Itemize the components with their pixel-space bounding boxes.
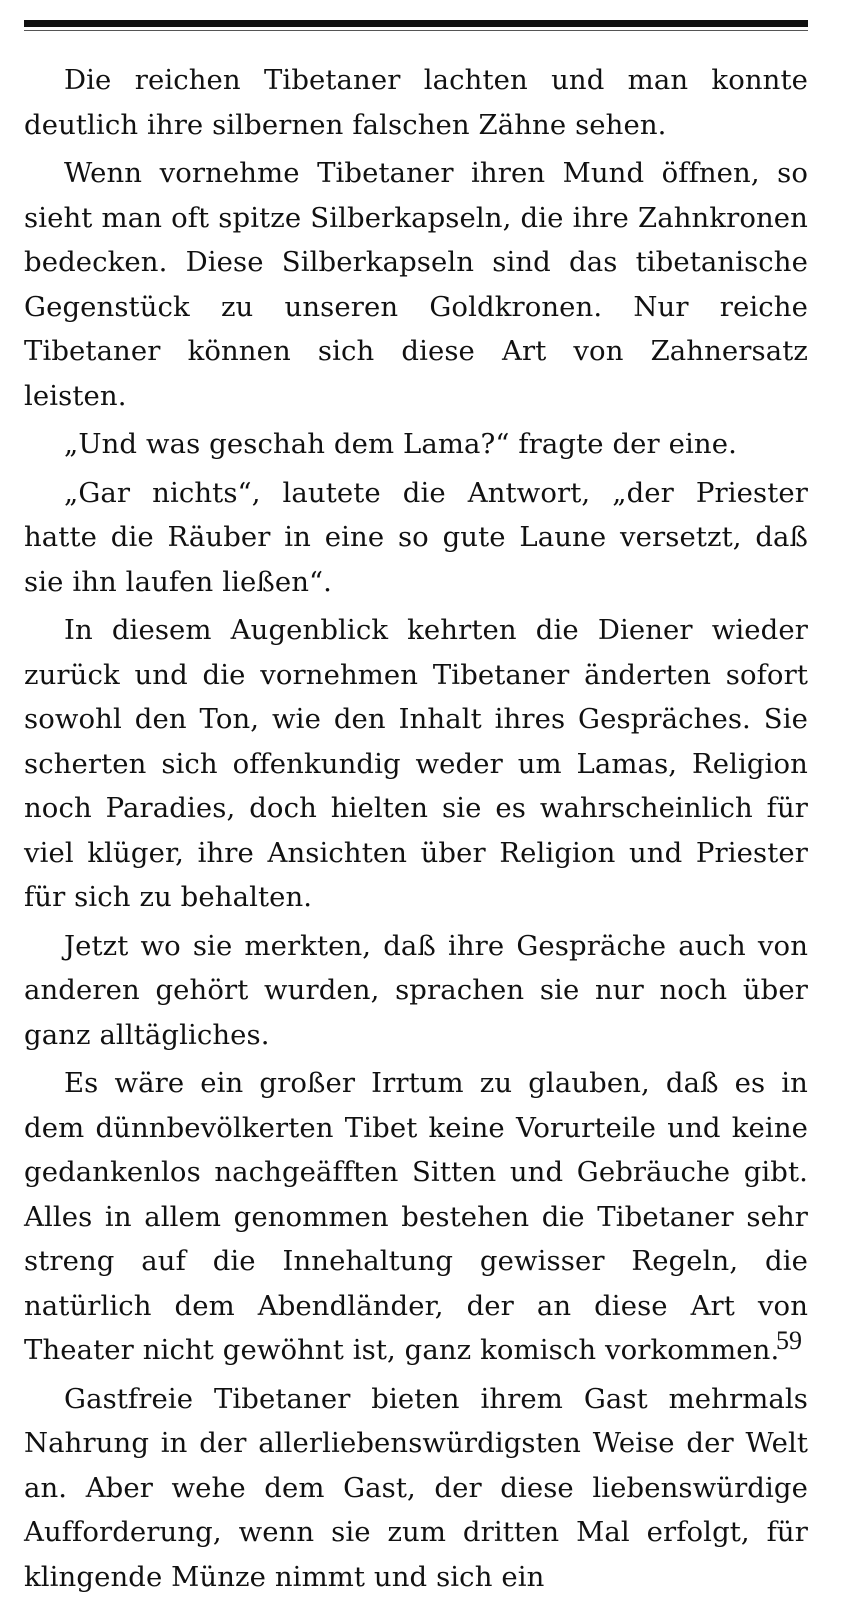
paragraph-4: „Gar nichts“, lautete die Antwort, „der Priester hatte die Räuber in eine so gute Laune versetzt, daß sie ihn laufen ließen“. (24, 471, 808, 605)
paragraph-8: Gastfreie Tibetaner bieten ihrem Gast mehrmals Nahrung in der allerliebenswürdigsten Weise der Welt an. Aber wehe dem Gast, der diese liebenswürdige Aufforderung, wenn sie zum dritten Mal erfolgt, für klingende Münze nimmt und sich ein (24, 1377, 808, 1599)
paragraph-5: In diesem Augenblick kehrten die Diener wieder zurück und die vornehmen Tibetaner änderten sofort sowohl den Ton, wie den Inhalt ihres Gespräches. Sie scherten sich offenkundig weder um Lamas, Religion noch Paradies, doch hielten sie es wahrscheinlich für viel klüger, ihre Ansichten über Religion und Priester für sich zu behalten. (24, 608, 808, 920)
paragraph-6: Jetzt wo sie merkten, daß ihre Gespräche auch von anderen gehört wurden, sprachen sie nur noch über ganz alltägliches. (24, 924, 808, 1058)
page-number: 59 (776, 1326, 802, 1356)
paragraph-2: Wenn vornehme Tibetaner ihren Mund öffnen, so sieht man oft spitze Silberkapseln, die ihre Zahnkronen bedecken. Diese Silberkapseln sind das tibetanische Gegenstück zu unseren Goldkronen. Nur reiche Tibetaner können sich diese Art von Zahnersatz leisten. (24, 151, 808, 418)
paragraph-7: Es wäre ein großer Irrtum zu glauben, daß es in dem dünnbevölkerten Tibet keine Vorurteile und keine gedankenlos nachgeäfften Sitten und Gebräuche gibt. Alles in allem genommen bestehen die Tibetaner sehr streng auf die Innehaltung gewisser Regeln, die natürlich dem Abendländer, der an diese Art von Theater nicht gewöhnt ist, ganz komisch vorkommen. (24, 1061, 808, 1373)
paragraph-3: „Und was geschah dem Lama?“ fragte der eine. (24, 422, 808, 467)
paragraph-1: Die reichen Tibetaner lachten und man konnte deutlich ihre silbernen falschen Zähne sehen. (24, 58, 808, 147)
header-rule-thin (24, 30, 808, 31)
body-text (24, 58, 808, 1599)
header-rule-thick (24, 20, 808, 27)
